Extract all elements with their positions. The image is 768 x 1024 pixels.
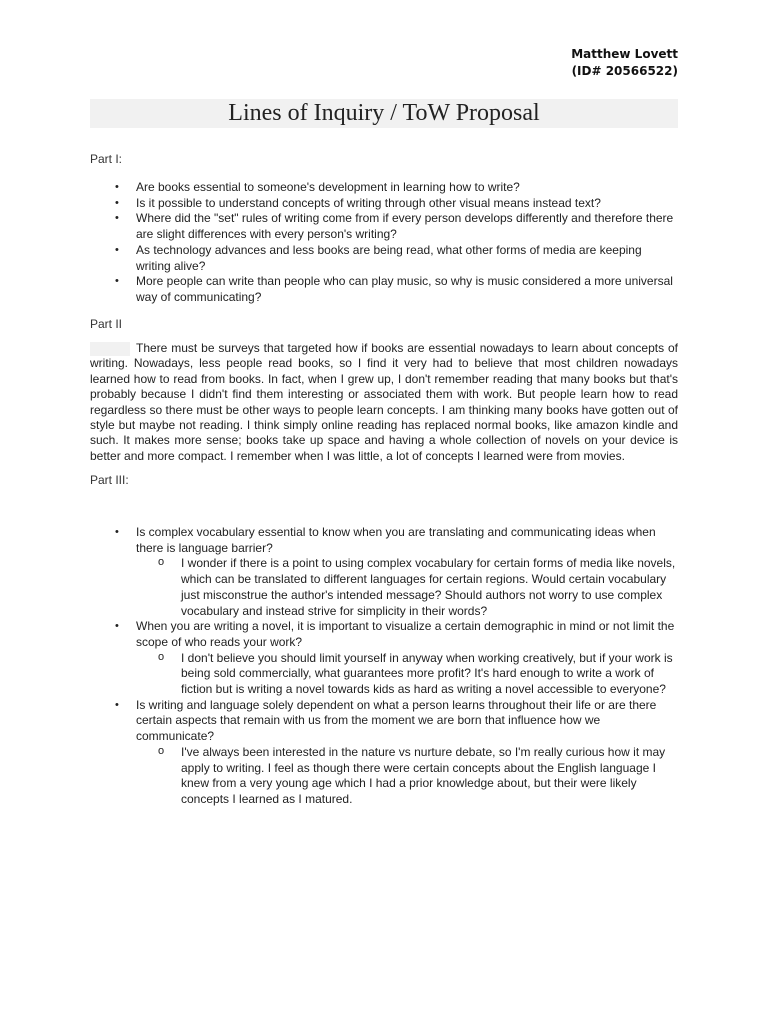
- bullet-icon: •: [115, 243, 119, 256]
- bullet-icon: •: [115, 275, 119, 288]
- sub-list-item: o I wonder if there is a point to using complex vocabulary for certain forms of media like novels, which can be translated to different languages for certain regions. Would certain vocabulary just misconstrue the author's intended message? Should authors not worry to use complex vocabulary and instead strive for simplicity in their words?: [158, 556, 676, 618]
- list-item: • More people can write than people who can play music, so why is music considered a more universal way of communicating?: [115, 274, 673, 304]
- bullet-icon: •: [115, 526, 119, 538]
- bullet-icon: •: [115, 620, 119, 633]
- sub-list-item: o I've always been interested in the nature vs nurture debate, so I'm really curious how it may apply to writing. I feel as though there were certain concepts about the English language I knew from a very young age which I had a prior knowledge about, but their were likely concepts I learned as I matured.: [158, 744, 666, 806]
- circle-bullet-icon: o: [158, 650, 165, 663]
- circle-bullet-icon: o: [158, 556, 165, 569]
- part1-list: [90, 180, 678, 306]
- sub-list-item: o I don't believe you should limit yourself in anyway when working creatively, but if your work is being sold commercially, what guarantees more profit? It's hard enough to write a work of fiction but is writing a novel towards kids as hard as writing a novel accessible to everyone?: [158, 650, 673, 697]
- question-text: Is writing and language solely dependent on what a person learns throughout their life or are there certain aspects that remain with us from the moment we are born that influence how we communicate?: [136, 697, 657, 744]
- part3-list: [90, 525, 678, 808]
- circle-bullet-icon: o: [158, 744, 165, 757]
- list-item: [90, 619, 678, 698]
- bullet-icon: •: [115, 181, 119, 193]
- question-text: Is complex vocabulary essential to know when you are translating and communicating ideas when there is language barrier?: [136, 525, 656, 555]
- list-item: • Where did the "set" rules of writing come from if every person develops differently and therefore there are slight differences with every person's writing?: [115, 211, 674, 242]
- author-name: Matthew Lovett: [571, 47, 678, 61]
- paragraph-text: There must be surveys that targeted how if books are essential nowadays to learn about concepts of writing. Nowadays, less people read books, so I find it very had to believe that most children nowadays learned how to read from books. In fact, when I grew up, I don't remember reading that many books but that's probably because I didn't find them interesting or associated them with work. But people learn how to read regardless so there must be other ways to people learn concepts. I am thinking many books have gotten out of style but maybe not reading. I think simply online reading has replaced normal books, like amazon kindle and such. It makes more sense; books take up space and having a whole collection of novels on your device is better and more compact. I remember when I was little, a lot of concepts I learned were from movies.: [90, 341, 678, 463]
- list-item: • Are books essential to someone's development in learning how to write?: [115, 180, 520, 194]
- document-title: Lines of Inquiry / ToW Proposal: [228, 100, 540, 126]
- sub-list: [136, 556, 678, 619]
- part2-paragraph: [90, 341, 678, 464]
- part1-heading: Part I:: [90, 152, 123, 166]
- bullet-icon: •: [115, 698, 119, 711]
- author-id: (ID# 20566522): [571, 64, 678, 78]
- question-text: When you are writing a novel, it is important to visualize a certain demographic in mind or not limit the scope of who reads your work?: [136, 619, 675, 649]
- list-item: [90, 698, 678, 808]
- list-item: [90, 525, 678, 619]
- part2-heading: Part II: [90, 317, 123, 331]
- sub-list: [136, 745, 678, 808]
- author-block: [571, 46, 678, 80]
- part3-heading: Part III:: [90, 473, 129, 487]
- bullet-icon: •: [115, 212, 119, 225]
- list-item: • Is it possible to understand concepts of writing through other visual means instead text?: [115, 195, 601, 210]
- list-item: • As technology advances and less books are being read, what other forms of media are keeping writing alive?: [115, 242, 642, 273]
- sub-list: [136, 651, 678, 698]
- bullet-icon: •: [115, 196, 119, 209]
